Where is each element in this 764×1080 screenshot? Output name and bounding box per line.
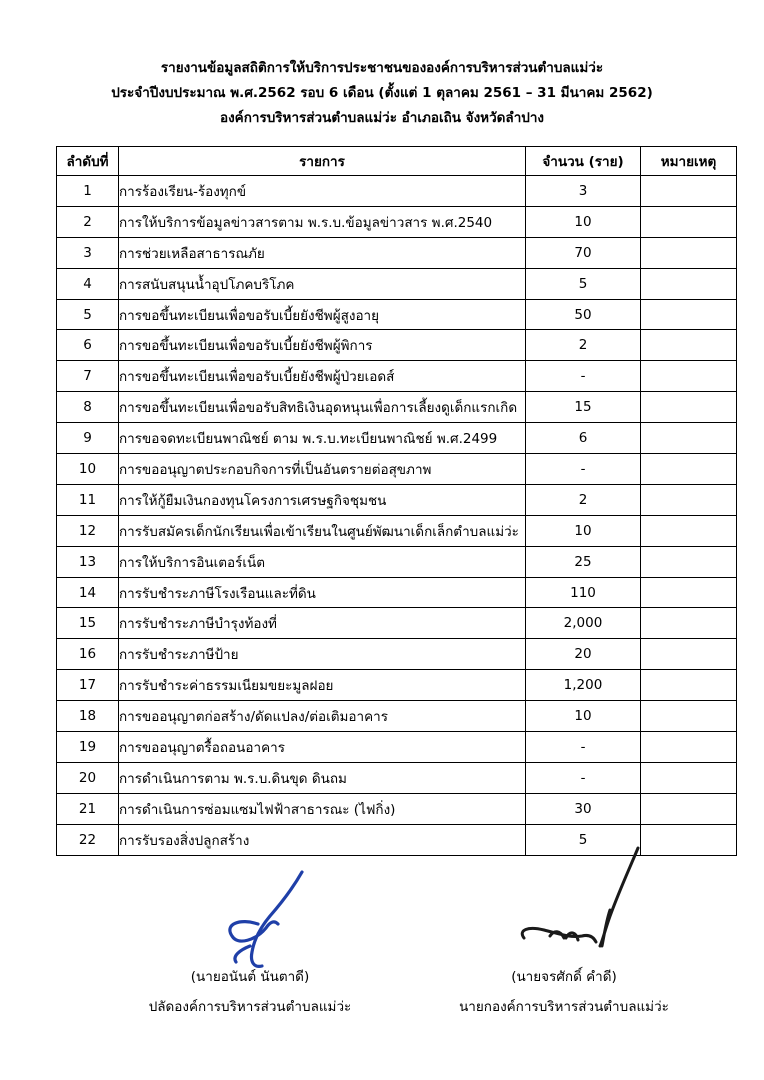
- row-amount-cell: 50: [526, 299, 641, 330]
- row-note-cell: [641, 176, 737, 207]
- row-note-cell: [641, 299, 737, 330]
- row-number-cell: 13: [57, 546, 119, 577]
- row-item-cell: การรับชำระภาษีบำรุงท้องที่: [119, 608, 526, 639]
- row-number-cell: 18: [57, 701, 119, 732]
- row-note-cell: [641, 670, 737, 701]
- row-amount-cell: 30: [526, 793, 641, 824]
- row-number-cell: 22: [57, 824, 119, 855]
- table-row: [57, 577, 737, 608]
- column-header-note: หมายเหตุ: [641, 147, 737, 176]
- row-note-cell: [641, 454, 737, 485]
- row-number-cell: 21: [57, 793, 119, 824]
- row-item-cell: การขออนุญาตประกอบกิจการที่เป็นอันตรายต่อสุขภาพ: [119, 454, 526, 485]
- column-header-amount: จำนวน (ราย): [526, 147, 641, 176]
- row-number-cell: 7: [57, 361, 119, 392]
- row-amount-cell: 10: [526, 515, 641, 546]
- row-number-cell: 3: [57, 237, 119, 268]
- table-row: [57, 206, 737, 237]
- row-note-cell: [641, 732, 737, 763]
- table-body: [57, 176, 737, 856]
- row-number-cell: 4: [57, 268, 119, 299]
- report-title: รายงานข้อมูลสถิติการให้บริการประชาชนขององค์การบริหารส่วนตำบลแม่ว่ะ: [160, 60, 604, 76]
- row-amount-cell: -: [526, 732, 641, 763]
- row-number-cell: 15: [57, 608, 119, 639]
- row-amount-cell: 3: [526, 176, 641, 207]
- row-note-cell: [641, 515, 737, 546]
- row-amount-cell: 5: [526, 824, 641, 855]
- row-amount-cell: 25: [526, 546, 641, 577]
- row-number-cell: 5: [57, 299, 119, 330]
- table-row: [57, 268, 737, 299]
- table-row: [57, 392, 737, 423]
- table-row: [57, 515, 737, 546]
- table-row: [57, 423, 737, 454]
- table-row: [57, 701, 737, 732]
- table-row: [57, 176, 737, 207]
- row-item-cell: การขอจดทะเบียนพาณิชย์ ตาม พ.ร.บ.ทะเบียนพาณิชย์ พ.ศ.2499: [119, 423, 526, 454]
- row-amount-cell: 70: [526, 237, 641, 268]
- signature-left: [140, 962, 360, 1022]
- row-amount-cell: 15: [526, 392, 641, 423]
- row-note-cell: [641, 762, 737, 793]
- row-item-cell: การสนับสนุนน้ำอุปโภคบริโภค: [119, 268, 526, 299]
- signatory-left-name: (นายอนันต์ นันตาดี): [190, 969, 310, 985]
- row-note-cell: [641, 701, 737, 732]
- row-note-cell: [641, 237, 737, 268]
- row-amount-cell: 2: [526, 484, 641, 515]
- row-amount-cell: -: [526, 762, 641, 793]
- row-number-cell: 14: [57, 577, 119, 608]
- row-item-cell: การขอขึ้นทะเบียนเพื่อขอรับสิทธิเงินอุดหนุนเพื่อการเลี้ยงดูเด็กแรกเกิด: [119, 392, 526, 423]
- table-header-row: [57, 147, 737, 176]
- report-header: [0, 56, 764, 131]
- row-note-cell: [641, 268, 737, 299]
- row-number-cell: 11: [57, 484, 119, 515]
- row-note-cell: [641, 793, 737, 824]
- row-amount-cell: 110: [526, 577, 641, 608]
- row-note-cell: [641, 330, 737, 361]
- signature-right: [454, 962, 674, 1022]
- table-row: [57, 762, 737, 793]
- row-item-cell: การขอขึ้นทะเบียนเพื่อขอรับเบี้ยยังชีพผู้สูงอายุ: [119, 299, 526, 330]
- row-note-cell: [641, 206, 737, 237]
- row-number-cell: 9: [57, 423, 119, 454]
- row-amount-cell: 2,000: [526, 608, 641, 639]
- signatory-right-name: (นายจรศักดิ์ คำดี): [511, 969, 617, 985]
- row-item-cell: การรับชำระค่าธรรมเนียมขยะมูลฝอย: [119, 670, 526, 701]
- row-item-cell: การให้กู้ยืมเงินกองทุนโครงการเศรษฐกิจชุมชน: [119, 484, 526, 515]
- signature-right-image: [510, 842, 670, 962]
- table-row: [57, 299, 737, 330]
- row-note-cell: [641, 361, 737, 392]
- row-item-cell: การขอขึ้นทะเบียนเพื่อขอรับเบี้ยยังชีพผู้พิการ: [119, 330, 526, 361]
- row-number-cell: 10: [57, 454, 119, 485]
- row-note-cell: [641, 546, 737, 577]
- report-period: ประจำปีงบประมาณ พ.ศ.2562 รอบ 6 เดือน (ตั้งแต่ 1 ตุลาคม 2561 – 31 มีนาคม 2562): [111, 85, 653, 101]
- table-row: [57, 237, 737, 268]
- statistics-table: [56, 146, 737, 856]
- row-note-cell: [641, 639, 737, 670]
- column-header-number: ลำดับที่: [57, 147, 119, 176]
- table-row: [57, 361, 737, 392]
- signature-left-image: [210, 866, 340, 976]
- row-amount-cell: 1,200: [526, 670, 641, 701]
- table-row: [57, 670, 737, 701]
- row-item-cell: การรับชำระภาษีป้าย: [119, 639, 526, 670]
- table-row: [57, 639, 737, 670]
- row-number-cell: 6: [57, 330, 119, 361]
- signatory-left-position: ปลัดองค์การบริหารส่วนตำบลแม่ว่ะ: [148, 999, 352, 1015]
- row-number-cell: 19: [57, 732, 119, 763]
- row-note-cell: [641, 392, 737, 423]
- row-amount-cell: 5: [526, 268, 641, 299]
- row-item-cell: การให้บริการอินเตอร์เน็ต: [119, 546, 526, 577]
- row-item-cell: การดำเนินการซ่อมแซมไฟฟ้าสาธารณะ (ไฟกิ่ง): [119, 793, 526, 824]
- row-note-cell: [641, 608, 737, 639]
- row-amount-cell: 6: [526, 423, 641, 454]
- row-number-cell: 8: [57, 392, 119, 423]
- row-amount-cell: -: [526, 454, 641, 485]
- table-row: [57, 608, 737, 639]
- row-item-cell: การช่วยเหลือสาธารณภัย: [119, 237, 526, 268]
- row-amount-cell: 10: [526, 701, 641, 732]
- row-item-cell: การขออนุญาตก่อสร้าง/ดัดแปลง/ต่อเติมอาคาร: [119, 701, 526, 732]
- table-row: [57, 793, 737, 824]
- row-note-cell: [641, 577, 737, 608]
- row-number-cell: 20: [57, 762, 119, 793]
- table-row: [57, 330, 737, 361]
- table-row: [57, 484, 737, 515]
- row-note-cell: [641, 484, 737, 515]
- row-number-cell: 2: [57, 206, 119, 237]
- report-organization: องค์การบริหารส่วนตำบลแม่ว่ะ อำเภอเถิน จังหวัดลำปาง: [219, 110, 545, 126]
- table-row: [57, 546, 737, 577]
- row-number-cell: 12: [57, 515, 119, 546]
- table-row: [57, 454, 737, 485]
- row-amount-cell: 2: [526, 330, 641, 361]
- column-header-item: รายการ: [119, 147, 526, 176]
- row-amount-cell: 10: [526, 206, 641, 237]
- signatory-right-position: นายกองค์การบริหารส่วนตำบลแม่ว่ะ: [459, 999, 669, 1015]
- row-amount-cell: -: [526, 361, 641, 392]
- row-item-cell: การดำเนินการตาม พ.ร.บ.ดินขุด ดินถม: [119, 762, 526, 793]
- row-item-cell: การขอขึ้นทะเบียนเพื่อขอรับเบี้ยยังชีพผู้ป่วยเอดส์: [119, 361, 526, 392]
- row-item-cell: การขออนุญาตรื้อถอนอาคาร: [119, 732, 526, 763]
- row-number-cell: 1: [57, 176, 119, 207]
- row-amount-cell: 20: [526, 639, 641, 670]
- row-number-cell: 17: [57, 670, 119, 701]
- row-item-cell: การรับสมัครเด็กนักเรียนเพื่อเข้าเรียนในศูนย์พัฒนาเด็กเล็กตำบลแม่ว่ะ: [119, 515, 526, 546]
- row-number-cell: 16: [57, 639, 119, 670]
- row-item-cell: การร้องเรียน-ร้องทุกข์: [119, 176, 526, 207]
- row-item-cell: การให้บริการข้อมูลข่าวสารตาม พ.ร.บ.ข้อมูลข่าวสาร พ.ศ.2540: [119, 206, 526, 237]
- row-item-cell: การรับรองสิ่งปลูกสร้าง: [119, 824, 526, 855]
- row-note-cell: [641, 423, 737, 454]
- row-item-cell: การรับชำระภาษีโรงเรือนและที่ดิน: [119, 577, 526, 608]
- table-row: [57, 732, 737, 763]
